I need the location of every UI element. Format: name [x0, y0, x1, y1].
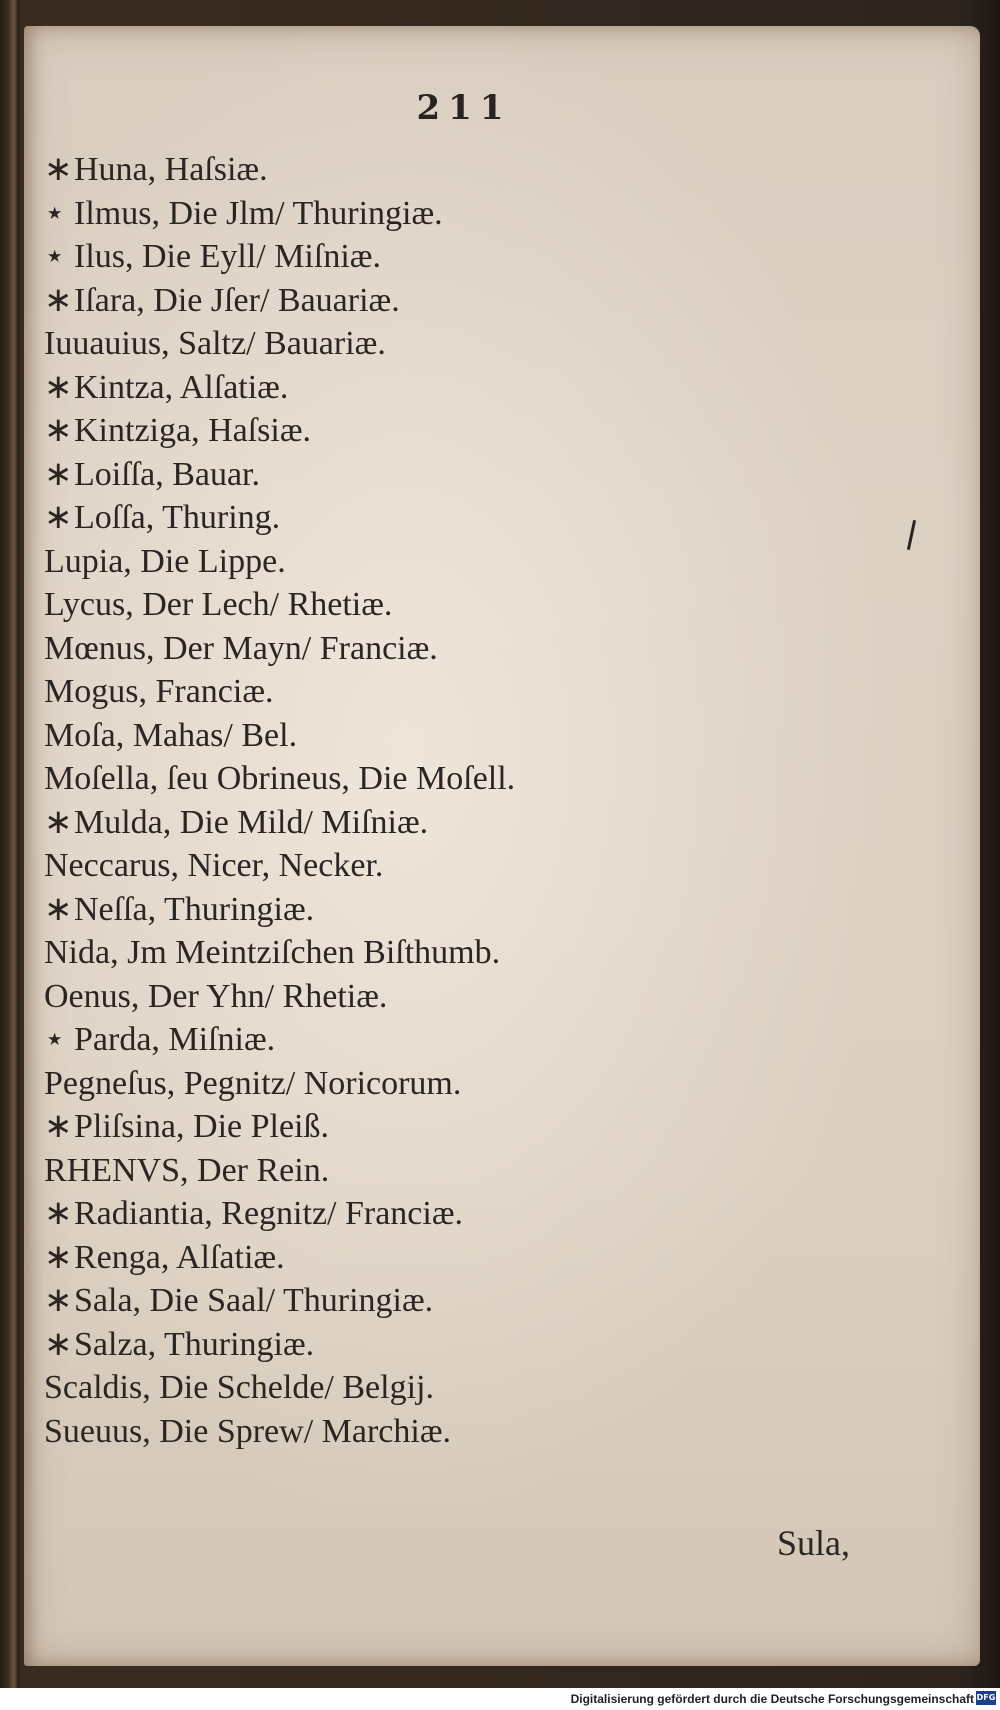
list-item: [44, 540, 515, 584]
list-item: [44, 844, 515, 888]
list-item: [44, 192, 515, 236]
entry-text: Iuuauius, Saltz/ Bauariæ.: [44, 325, 386, 362]
entry-text: Mœnus, Der Mayn/ Franciæ.: [44, 629, 438, 667]
entry-text: Sueuus, Die Sprew/ Marchiæ.: [44, 1412, 452, 1450]
list-item: [44, 1366, 515, 1410]
list-item: [44, 366, 515, 410]
digitization-credit: Digitalisierung gefördert durch die Deutsche Forschungsgemeinschaft: [570, 1692, 974, 1706]
list-item: [44, 1062, 515, 1106]
list-item: [44, 801, 515, 845]
list-item: [44, 1279, 515, 1323]
entry-marker: ∗: [44, 151, 73, 188]
entry-text: Huna, Haſsiæ.: [74, 151, 268, 188]
list-item: [44, 1018, 515, 1062]
entry-marker: ∗: [44, 1325, 73, 1363]
entry-text: Mulda, Die Mild/ Miſniæ.: [74, 803, 429, 841]
book-page: [24, 26, 980, 1666]
list-item: [44, 888, 515, 932]
entry-text: Kintziga, Haſsiæ.: [74, 412, 312, 449]
list-item: [44, 453, 515, 497]
list-item: [44, 235, 515, 279]
entry-text: Sala, Die Saal/ Thuringiæ.: [74, 1282, 434, 1319]
entry-text: Moſella, ſeu Obrineus, Die Moſell.: [44, 760, 516, 797]
entry-marker: ∗: [44, 499, 73, 536]
entry-text: Salza, Thuringiæ.: [74, 1325, 315, 1363]
entry-marker: ∗: [44, 1282, 73, 1319]
list-item: [44, 1323, 515, 1367]
entry-marker: ∗: [44, 368, 73, 406]
entry-marker: ∗: [44, 281, 73, 319]
list-item: [44, 1149, 515, 1193]
entry-marker: ∗: [44, 1195, 73, 1232]
entry-text: Nida, Jm Meintziſchen Biſthumb.: [44, 934, 501, 971]
margin-stroke: [907, 520, 916, 550]
entry-text: Iſara, Die Jſer/ Bauariæ.: [74, 281, 400, 319]
entry-marker: ∗: [44, 455, 73, 493]
list-item: [44, 1236, 515, 1280]
entry-text: Mogus, Franciæ.: [44, 673, 274, 710]
river-list: [44, 148, 515, 1453]
list-item: [44, 975, 515, 1019]
catchword: Sula,: [776, 1523, 850, 1563]
entry-marker: ⋆: [44, 238, 66, 275]
list-item: [44, 757, 515, 801]
list-item: [44, 714, 515, 758]
entry-text: Neccarus, Nicer, Necker.: [44, 847, 384, 884]
entry-text: Pliſsina, Die Pleiß.: [74, 1108, 329, 1145]
entry-marker: ∗: [44, 1108, 73, 1145]
list-item: [44, 627, 515, 671]
list-item: [44, 148, 515, 192]
entry-text: Moſa, Mahas/ Bel.: [44, 716, 298, 754]
entry-text: Ilus, Die Eyll/ Miſniæ.: [74, 238, 381, 275]
entry-text: Kintza, Alſatiæ.: [74, 368, 289, 406]
entry-text: Renga, Alſatiæ.: [74, 1238, 285, 1276]
entry-text: Scaldis, Die Schelde/ Belgij.: [44, 1369, 434, 1406]
entry-text: Lycus, Der Lech/ Rhetiæ.: [44, 586, 393, 623]
entry-marker: ∗: [44, 1238, 73, 1276]
entry-marker: ⋆: [44, 194, 66, 232]
list-item: [44, 279, 515, 323]
list-item: [44, 1410, 515, 1454]
entry-text: Parda, Miſniæ.: [74, 1021, 276, 1058]
entry-text: Loiſſa, Bauar.: [74, 455, 261, 493]
entry-text: Oenus, Der Yhn/ Rhetiæ.: [44, 977, 388, 1015]
entry-text: Lupia, Die Lippe.: [44, 542, 286, 580]
list-item: [44, 931, 515, 975]
entry-text: RHENVS, Der Rein.: [44, 1151, 330, 1189]
list-item: [44, 496, 515, 540]
entry-text: Radiantia, Regnitz/ Franciæ.: [74, 1195, 464, 1232]
list-item: [44, 322, 515, 366]
entry-marker: ∗: [44, 412, 73, 449]
list-item: [44, 670, 515, 714]
entry-marker: ∗: [44, 890, 73, 928]
list-item: [44, 1192, 515, 1236]
list-item: [44, 409, 515, 453]
dfg-logo: DFG: [976, 1691, 996, 1705]
entry-text: Pegneſus, Pegnitz/ Noricorum.: [44, 1064, 462, 1102]
entry-text: Ilmus, Die Jlm/ Thuringiæ.: [74, 194, 443, 232]
list-item: [44, 583, 515, 627]
entry-marker: ⋆: [44, 1021, 66, 1058]
entry-marker: ∗: [44, 803, 73, 841]
entry-text: Loſſa, Thuring.: [74, 499, 281, 536]
entry-text: Neſſa, Thuringiæ.: [74, 890, 315, 928]
list-item: [44, 1105, 515, 1149]
page-number: 211: [416, 88, 512, 128]
